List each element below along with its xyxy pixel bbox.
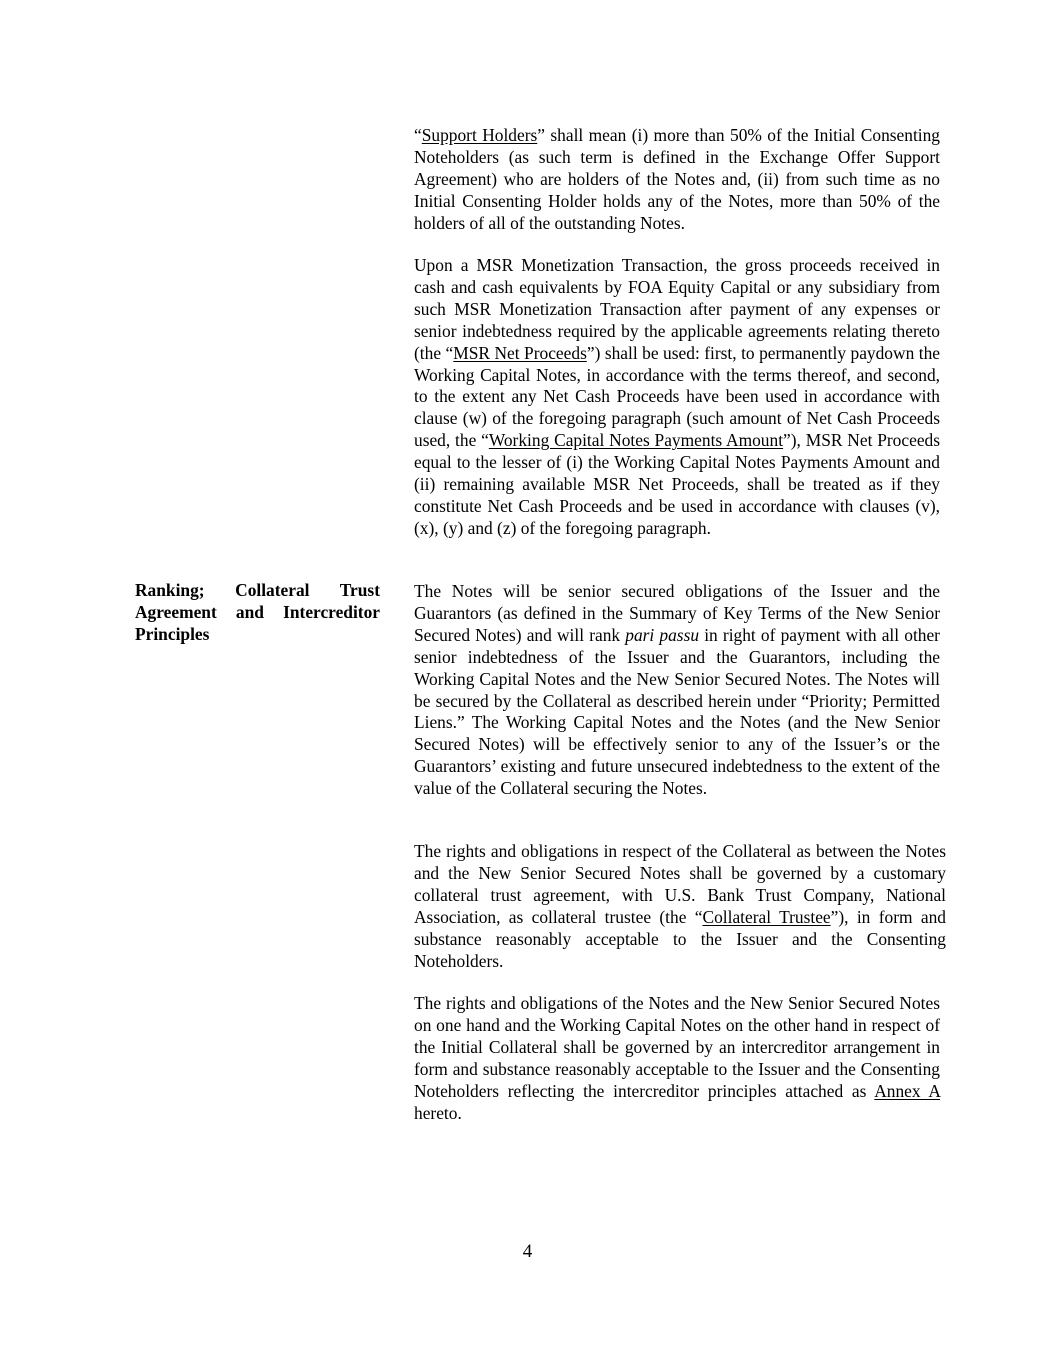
support-holders-definition: “Support Holders” shall mean (i) more than 50% of the Initial Consenting Noteholders (as such term is defined in the Exchange Offer Support Agreement) who are holders of the Notes and, (ii) from such time as no Initial Consenting Holder holds any of the Notes, more than 50% of the holders of all of the outstanding Notes.: [414, 125, 941, 233]
collateral-trust-paragraph: The rights and obligations in respect of the Collateral as between the Notes and the New Senior Secured Notes shall be governed by a customary collateral trust agreement, with U.S. Bank Trust Company, National Association, as collateral trustee (the “Collateral Trustee”), in form and substance reasonably acceptable to the Issuer and the Consenting Noteholders.: [414, 841, 946, 971]
page-number: 4: [522, 1241, 533, 1262]
defined-term-msr-net-proceeds: MSR Net Proceeds: [453, 342, 587, 363]
section-heading-ranking: Ranking; Collateral Trust Agreement and Intercreditor Principles: [135, 580, 380, 644]
intercreditor-paragraph: The rights and obligations of the Notes and the New Senior Secured Notes on one hand and the Working Capital Notes on the other hand in respect of the Initial Collateral shall be governed by an intercreditor arrangement in form and substance reasonably acceptable to the Issuer and the Consenting Noteholders reflecting the intercreditor principles attached as Annex A hereto.: [414, 993, 941, 1123]
annex-a-reference: Annex A: [874, 1080, 941, 1101]
ranking-paragraph: The Notes will be senior secured obligations of the Issuer and the Guarantors (as defined in the Summary of Key Terms of the New Senior Secured Notes) and will rank pari passu in right of payment with all other senior indebtedness of the Issuer and the Guarantors, including the Working Capital Notes and the New Senior Secured Notes. The Notes will be secured by the Collateral as described herein under “Priority; Permitted Liens.” The Working Capital Notes and the Notes (and the New Senior Secured Notes) will be effectively senior to any of the Issuer’s or the Guarantors’ existing and future unsecured indebtedness to the extent of the value of the Collateral securing the Notes.: [414, 581, 940, 799]
defined-term-support-holders: Support Holders: [421, 125, 538, 145]
italic-pari-passu: pari passu: [625, 624, 700, 645]
msr-monetization-paragraph: Upon a MSR Monetization Transaction, the gross proceeds received in cash and cash equivalents by FOA Equity Capital or any subsidiary from such MSR Monetization Transaction after payment of any expenses or senior indebtedness required by the applicable agreements relating thereto (the “MSR Net Proceeds”) shall be used: first, to permanently paydown the Working Capital Notes, in accordance with the terms thereof, and second, to the extent any Net Cash Proceeds have been used in accordance with clause (w) of the foregoing paragraph (such amount of Net Cash Proceeds used, the “Working Capital Notes Payments Amount”), MSR Net Proceeds equal to the lesser of (i) the Working Capital Notes Payments Amount and (ii) remaining available MSR Net Proceeds, shall be treated as if they constitute Net Cash Proceeds and be used in accordance with clauses (v), (x), (y) and (z) of the foregoing paragraph.: [414, 255, 940, 538]
defined-term-collateral-trustee: Collateral Trustee: [702, 906, 831, 927]
defined-term-working-capital-notes-payments-amount: Working Capital Notes Payments Amount: [488, 430, 784, 451]
